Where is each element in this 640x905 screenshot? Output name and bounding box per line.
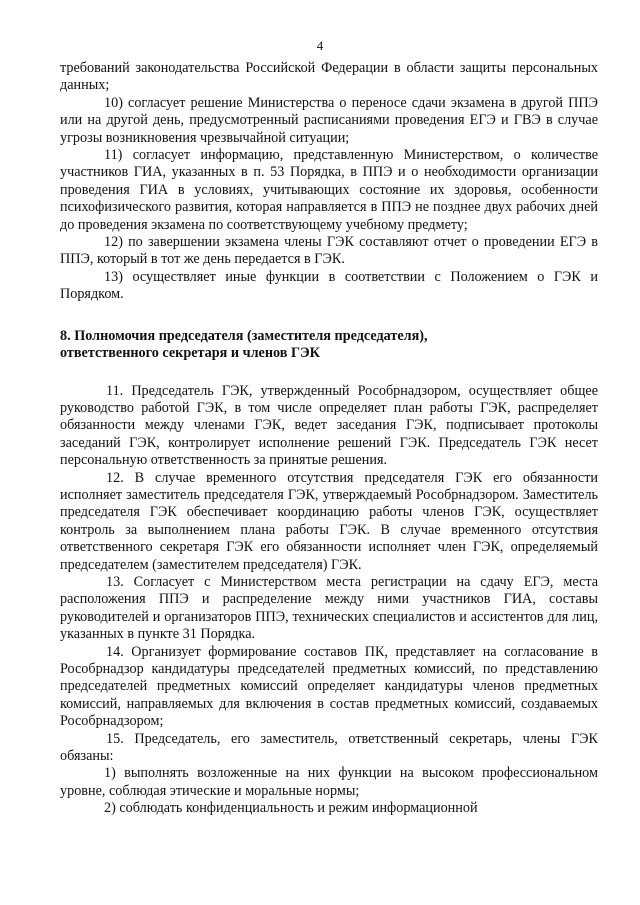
clause-11: 11. Председатель ГЭК, утвержденный Рособрнадзором, осуществляет общее руководство работой ГЭК, в том числе определяет план работы ГЭК, распределяет обязанности между членами ГЭК, ведет заседания ГЭК, подписывает протоколы заседаний ГЭК, контролирует исполнение решений ГЭК. Председатель ГЭК несет персональную ответственность за принятые решения. (60, 382, 598, 469)
clause-14: 14. Организует формирование составов ПК, представляет на согласование в Рособрнадзор кандидатуры председателей предметных комиссий, по представлению председателей предметных комиссий определяет кандидатуры членов предметных комиссий, направляемых для включения в состав предметных комиссий, создаваемых Рособрнадзором; (60, 643, 598, 730)
clause-12: 12. В случае временного отсутствия председателя ГЭК его обязанности исполняет заместитель председателя ГЭК, утверждаемый Рособрнадзором. Заместитель председателя ГЭК обеспечивает координацию работы членов ГЭК, осуществляет контроль за выполнением плана работы ГЭК. В случае временного отсутствия ответственного секретаря ГЭК его обязанности исполняет член ГЭК, определяемый председателем (заместителем председателя) ГЭК. (60, 469, 598, 573)
clause-15: 15. Председатель, его заместитель, ответственный секретарь, члены ГЭК обязаны: (60, 730, 598, 765)
sub-item-1: 1) выполнять возложенные на них функции на высоком профессиональном уровне, соблюдая этические и моральные нормы; (60, 765, 598, 799)
list-item-11: 11) согласует информацию, представленную Министерством, о количестве участников ГИА, указанных в п. 53 Порядка, в ППЭ и о необходимости организации проведения ГИА в условиях, учитывающих состояние их здоровья, особенности психофизического развития, которая направляется в ППЭ не позднее двух рабочих дней до проведения экзамена по соответствующему учебному предмету; (60, 147, 598, 233)
list-item-10: 10) согласует решение Министерства о переносе сдачи экзамена в другой ППЭ или на другой день, предусмотренный расписаниями проведения ЕГЭ и ГВЭ в случае угрозы возникновения чрезвычайной ситуации; (60, 94, 598, 146)
page-number: 4 (316, 38, 324, 53)
list-item-13: 13) осуществляет иные функции в соответствии с Положением о ГЭК и Порядком. (60, 268, 598, 303)
sub-item-2: 2) соблюдать конфиденциальность и режим информационной (104, 800, 478, 817)
clause-13: 13. Согласует с Министерством места регистрации на сдачу ЕГЭ, места расположения ППЭ и распределение между ними участников ГИА, составы руководителей и организаторов ППЭ, технических специалистов и ассистентов для лиц, указанных в пункте 31 Порядка. (60, 573, 598, 643)
section-heading-line2: ответственного секретаря и членов ГЭК (60, 345, 320, 362)
spacer (60, 363, 598, 383)
paragraph: требований законодательства Российской Федерации в области защиты персональных данных; (60, 60, 598, 94)
list-item-12: 12) по завершении экзамена члены ГЭК составляют отчет о проведении ЕГЭ в ППЭ, который в тот же день передается в ГЭК. (60, 234, 598, 268)
spacer (60, 304, 598, 328)
section-heading-line1: 8. Полномочия председателя (заместителя председателя), (60, 327, 428, 344)
document-body (60, 60, 598, 818)
